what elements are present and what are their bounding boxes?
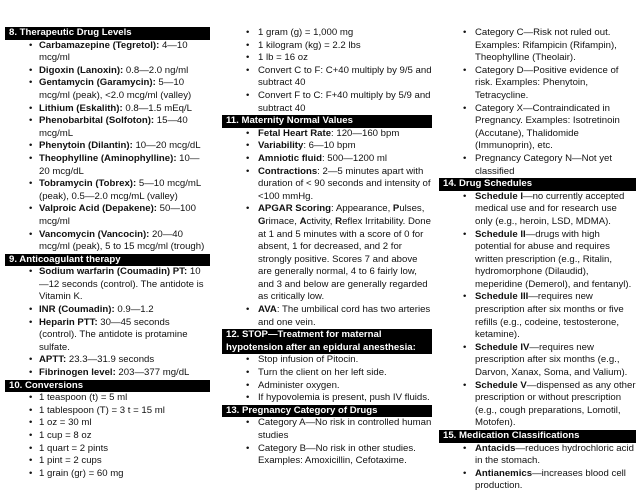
list-item: • APTT: 23.3—31.9 seconds [29, 354, 155, 366]
list-item: • 1 quart = 2 pints [29, 442, 109, 454]
list-item: • 1 gram (g) = 1,000 mg [246, 27, 354, 38]
list-item: • Digoxin (Lanoxin): 0.8—2.0 ng/ml [29, 64, 189, 76]
list-item: • Heparin PTT: 30—45 seconds (control). The antidote is protamine sulfate. [29, 316, 188, 353]
list-item: • Amniotic fluid: 500—1200 ml [246, 152, 388, 164]
list-item: • 1 grain (gr) = 60 mg [29, 467, 124, 479]
section-15-list [439, 443, 636, 493]
list-item: • Schedule I—no currently accepted medical use and for research use only (e.g., heroin, LSD, MDMA). [463, 190, 625, 227]
list-item: • Vancomycin (Vancocin): 20—40 mcg/ml (peak), 5 to 15 mcg/ml (trough) [29, 228, 205, 253]
section-14-header: 14. Drug Schedules [439, 178, 636, 191]
list-item: • Schedule II—drugs with high potential for abuse and requires written prescription (e.g., Ritalin, hydromorphone (Dilaudid), meperidine (Demerol), and fentanyl). [463, 228, 632, 290]
list-item: • Antianemics—increases blood cell production. [463, 467, 626, 492]
list-item: • If hypovolemia is present, push IV fluids. [246, 392, 430, 404]
list-item: • 1 kilogram (kg) = 2.2 lbs [246, 39, 361, 51]
section-12-list [222, 354, 432, 404]
list-item: • Phenytoin (Dilantin): 10—20 mcg/dL [29, 140, 201, 152]
list-item: • Schedule V—dispensed as any other prescription or without prescription (e.g., cough preparations, Lomotil, Motofen). [463, 379, 636, 429]
list-item: • Variability: 6—10 bpm [246, 140, 356, 152]
section-8-header: 8. Therapeutic Drug Levels [5, 27, 210, 40]
column-3 [439, 27, 636, 493]
list-item: • Theophylline (Aminophylline): 10—20 mcg/dL [29, 152, 200, 177]
section-12-header: 12. STOP—Treatment for maternal hypotension after an epidural anesthesia: [222, 329, 432, 354]
list-item: • Convert F to C: F+40 multiply by 5/9 and subtract 40 [246, 89, 431, 114]
section-14-list [439, 191, 636, 430]
list-item: • AVA: The umbilical cord has two arteries and one vein. [246, 304, 431, 328]
section-13-list [222, 417, 432, 467]
section-9-header: 9. Anticoagulant therapy [5, 254, 210, 267]
section-11-header: 11. Maternity Normal Values [222, 115, 432, 128]
section-15-header: 15. Medication Classifications [439, 430, 636, 443]
list-item: • INR (Coumadin): 0.9—1.2 [29, 304, 154, 316]
section-9-list [5, 266, 210, 379]
section-11-list [222, 128, 432, 330]
column-1 [5, 27, 210, 480]
list-item: • Category B—No risk in other studies. Examples: Amoxicillin, Cefotaxime. [246, 442, 416, 467]
list-item: • Tobramycin (Tobrex): 5—10 mcg/mL (peak), 0.5—2.0 mcg/mL (valley) [29, 178, 201, 202]
list-item: • Pregnancy Category N—Not yet classified [463, 152, 613, 177]
section-13-header: 13. Pregnancy Category of Drugs [222, 405, 432, 418]
list-item: • Fetal Heart Rate: 120—160 bpm [246, 127, 400, 139]
section-8-list [5, 40, 210, 254]
list-item: • Phenobarbital (Solfoton): 15—40 mcg/mL [29, 115, 188, 139]
section-10-list [5, 392, 210, 480]
list-item: • 1 pint = 2 cups [29, 455, 102, 467]
list-item: • Lithium (Eskalith): 0.8—1.5 mEq/L [29, 102, 193, 114]
list-item: • Stop infusion of Pitocin. [246, 354, 359, 366]
list-item: • Category X—Contraindicated in Pregnancy. Examples: Isotretinoin (Accutane), Thalidomide (Immunoprin), etc. [463, 102, 620, 152]
list-item: • 1 teaspoon (t) = 5 ml [29, 392, 128, 404]
column-2 [222, 27, 432, 468]
list-item: • Gentamycin (Garamycin): 5—10 mcg/ml (peak), <2.0 mcg/ml (valley) [29, 77, 192, 101]
section-10-header: 10. Conversions [5, 380, 210, 393]
list-item: • 1 tablespoon (T) = 3 t = 15 ml [29, 404, 165, 416]
list-item: • Category A—No risk in controlled human studies [246, 417, 432, 441]
list-item: • Valproic Acid (Depakene): 50—100 mcg/ml [29, 203, 196, 227]
list-item: • Sodium warfarin (Coumadin) PT: 10—12 seconds (control). The antidote is Vitamin K. [29, 266, 204, 303]
list-item: • 1 cup = 8 oz [29, 430, 92, 441]
list-item: • 1 oz = 30 ml [29, 417, 92, 429]
list-item: • Contractions: 2—5 minutes apart with duration of < 90 seconds and intensity of <100 mmHg. [246, 165, 431, 202]
list-item: • 1 lb = 16 oz [246, 52, 308, 64]
conversions-continued-list [222, 27, 432, 115]
apgar-item: • APGAR Scoring: Appearance, Pulses, Grimace, Activity, Reflex Irritability. Done at 1 and 5 minutes with a score of 0 for absent, 1 for decreased, and 2 for strongly positive. Scores 7 and above are generally normal, 4 to 6 fairly low, and 3 and below are generally regarded as critically low. [246, 203, 431, 303]
section-13-continued-list [439, 27, 636, 178]
list-item: • Carbamazepine (Tegretol): 4—10 mcg/ml [29, 39, 188, 64]
list-item: • Antacids—reduces hydrochloric acid in the stomach. [463, 442, 634, 467]
list-item: • Category C—Risk not ruled out. Examples: Rifampicin (Rifampin), Theophylline (Theolair). [463, 27, 617, 64]
list-item: • Turn the client on her left side. [246, 367, 387, 379]
list-item: • Category D—Positive evidence of risk. Examples: Phenytoin, Tetracycline. [463, 64, 619, 101]
list-item: • Administer oxygen. [246, 379, 340, 391]
list-item: • Schedule III—requires new prescription after six months or five refills (e.g., codeine, testosterone, ketamine). [463, 291, 624, 341]
list-item: • Convert C to F: C+40 multiply by 9/5 and subtract 40 [246, 64, 432, 89]
list-item: • Schedule IV—requires new prescription after six months (e.g., Darvon, Xanax, Soma, and Valium). [463, 341, 628, 379]
list-item: • Fibrinogen level: 203—377 mg/dL [29, 367, 190, 379]
